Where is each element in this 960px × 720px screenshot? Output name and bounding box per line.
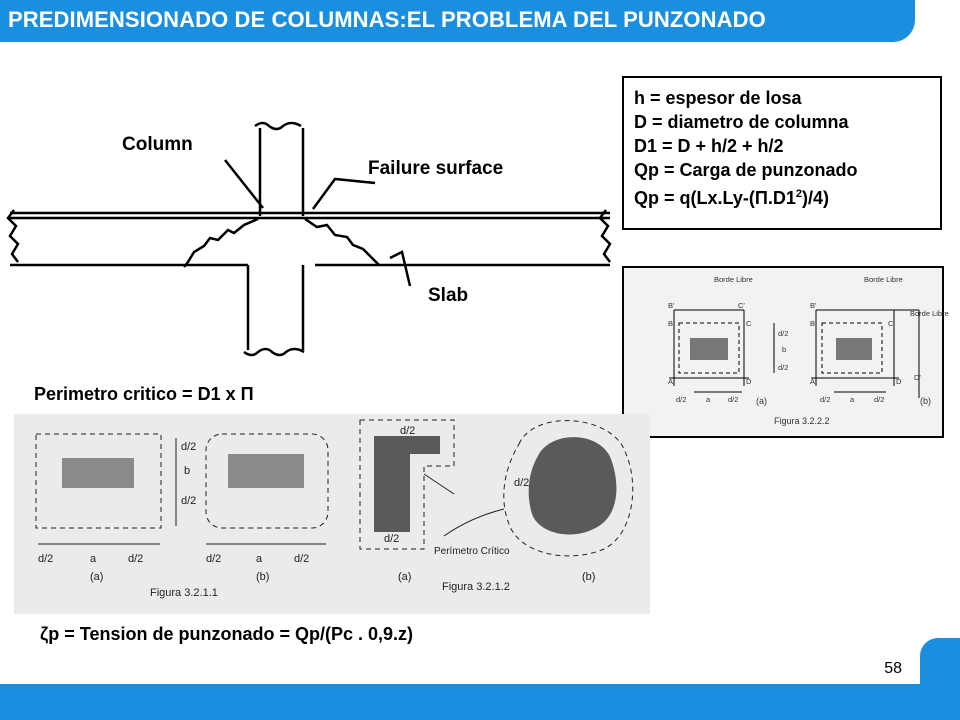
corner-b-a: B (668, 319, 674, 328)
fig-321-b-dim-d2-right: d/2 (294, 553, 310, 565)
fig-321-dim-d2-top: d/2 (181, 441, 197, 453)
fig-321-dim-a: a (90, 553, 97, 565)
corner-b-b: B (810, 319, 816, 328)
slab-punching-diagram (0, 118, 620, 360)
corner-c-prime-a: C' (738, 301, 745, 310)
fig-321-b-dim-d2-left: d/2 (206, 553, 222, 565)
figure-321-drawing (14, 414, 650, 614)
qp-formula-superscript: 2 (795, 188, 802, 200)
dim-a-b: a (850, 395, 855, 404)
figure-3222-drawing (624, 268, 949, 436)
corner-d-a: D (746, 377, 752, 386)
column-label: Column (122, 134, 193, 155)
fig-321-b-dim-a: a (256, 553, 263, 565)
slab-label: Slab (428, 285, 469, 306)
perimetro-critico-label: Perímetro Crítico (434, 546, 510, 557)
fig-321-dim-d2-right: d/2 (128, 553, 144, 565)
definition-d: D = diametro de columna (634, 112, 849, 132)
fig-3212-sub-b: (b) (582, 571, 596, 583)
qp-formula-prefix: Qp = q(Lx.Ly-(Π.D1 (634, 188, 796, 208)
footer-tab (920, 638, 960, 690)
dim-d2-vertical-2: d/2 (778, 363, 789, 372)
borde-libre-label-1: Borde Libre (714, 275, 753, 284)
dim-d2-a-left: d/2 (676, 395, 687, 404)
tension-formula: ζp = Tension de punzonado = Qp/(Pc . 0,9.z) (40, 624, 413, 644)
fig-3212-sub-a: (a) (398, 571, 412, 583)
corner-c-a: C (746, 319, 752, 328)
figure-3222-caption: Figura 3.2.2.2 (774, 416, 830, 426)
page-number: 58 (884, 660, 902, 677)
dim-d2-b-left: d/2 (820, 395, 831, 404)
qp-formula (634, 182, 930, 210)
qp-formula-suffix: )/4) (801, 188, 829, 208)
figure-3222-box (622, 266, 949, 438)
failure-surface-label: Failure surface (368, 158, 504, 179)
fig-3212-dim-d2-bottom: d/2 (384, 533, 400, 545)
corner-d-prime-b: D' (914, 373, 921, 382)
borde-libre-label-3: Borde Libre (910, 309, 949, 318)
fig-321-dim-d2-left: d/2 (38, 553, 54, 565)
corner-b-prime-b: B' (810, 301, 817, 310)
figure-3222-sub-a: (a) (756, 396, 767, 406)
figure-3222-sub-b: (b) (920, 396, 931, 406)
fig-3212-dim-d2-curve: d/2 (514, 477, 530, 489)
corner-d-b: D (896, 377, 902, 386)
definition-qp: Qp = Carga de punzonado (634, 160, 858, 180)
perimeter-formula: Perimetro critico = D1 x Π (34, 384, 254, 404)
footer-bar (0, 684, 960, 720)
fig-321-dim-d2-bottom: d/2 (181, 495, 197, 507)
dim-d2-vertical-1: d/2 (778, 329, 789, 338)
fig-3211-caption: Figura 3.2.1.1 (150, 587, 218, 599)
corner-a-b: A (810, 377, 816, 386)
definitions-box (622, 76, 942, 230)
dim-d2-a-right: d/2 (728, 395, 739, 404)
dim-a-a: a (706, 395, 711, 404)
fig-321-dim-b: b (184, 465, 191, 477)
dim-d2-b-right: d/2 (874, 395, 885, 404)
dim-b-vertical: b (782, 345, 787, 354)
fig-3211-sub-a: (a) (90, 571, 104, 583)
definition-h: h = espesor de losa (634, 88, 802, 108)
page-title: PREDIMENSIONADO DE COLUMNAS:EL PROBLEMA DEL PUNZONADO (8, 7, 766, 32)
fig-3212-caption: Figura 3.2.1.2 (442, 581, 510, 593)
definition-d1: D1 = D + h/2 + h/2 (634, 136, 784, 156)
corner-b-prime-a: B' (668, 301, 675, 310)
fig-3212-dim-d2-top: d/2 (400, 425, 416, 437)
corner-c-b: C (888, 319, 894, 328)
title-bar (0, 0, 915, 42)
corner-a-a: A (668, 377, 674, 386)
fig-3211-sub-b: (b) (256, 571, 270, 583)
borde-libre-label-2: Borde Libre (864, 275, 903, 284)
